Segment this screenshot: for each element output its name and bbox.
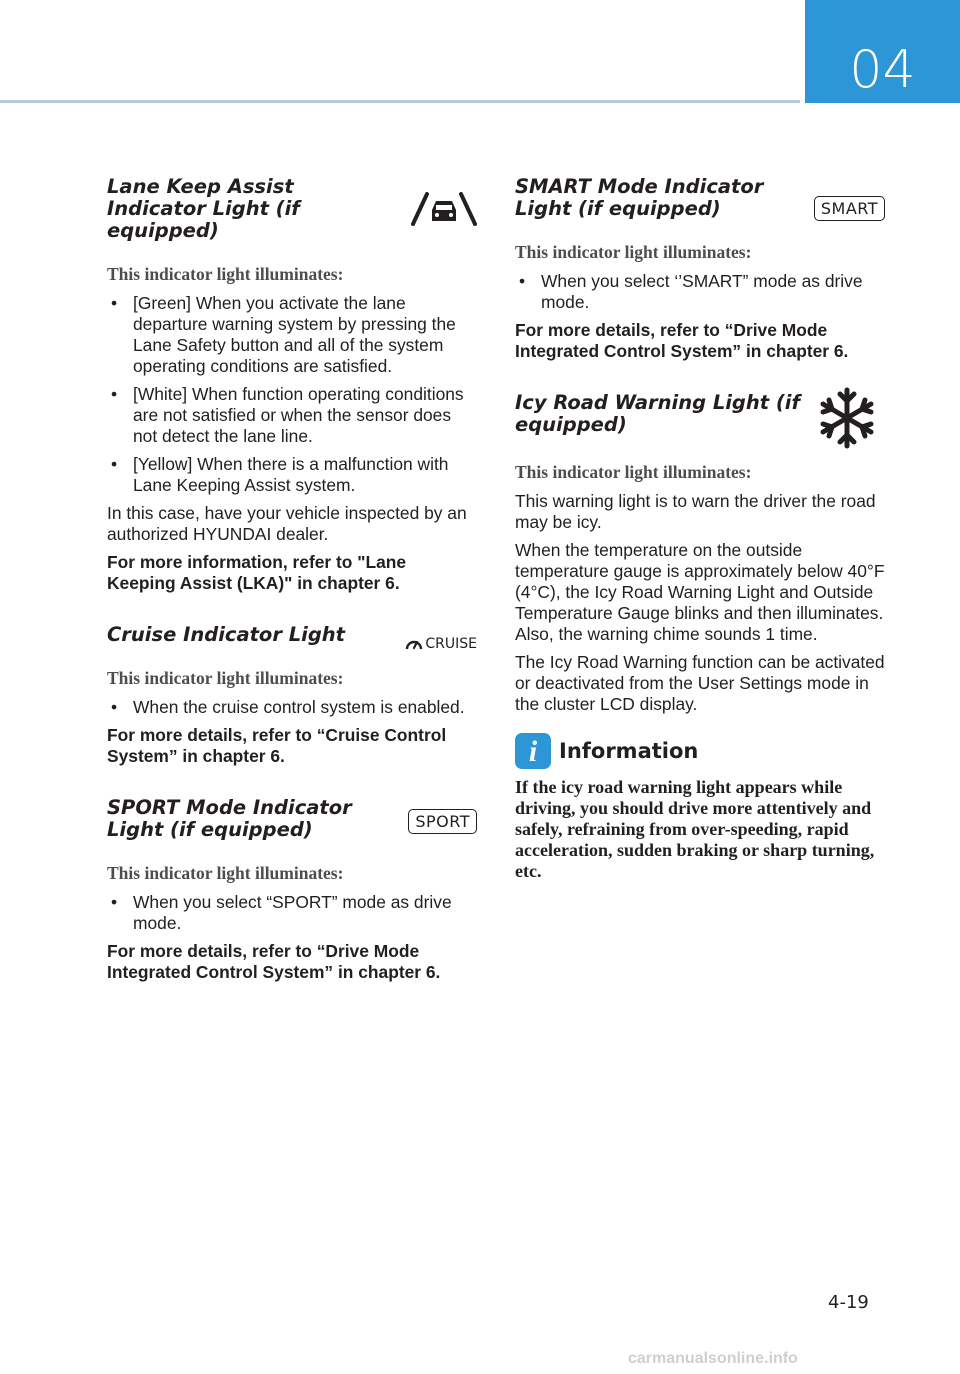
- icy-title: Icy Road Warning Light (if equipped): [515, 391, 800, 436]
- speedometer-icon: [405, 636, 423, 652]
- lka-section: [107, 176, 477, 594]
- watermark: carmanualsonline.info: [628, 1350, 798, 1367]
- chapter-tab: 04: [805, 0, 960, 103]
- icy-paragraph: When the temperature on the outside temperature gauge is approximately below 40°F (4°C), the Icy Road Warning Light and Outside Temperature Gauge blinks and then illuminates. Also, the warning chime sounds 1 time.: [515, 540, 885, 644]
- lka-paragraph: In this case, have your vehicle inspected by an authorized HYUNDAI dealer.: [107, 503, 467, 544]
- info-text: If the icy road warning light appears while driving, you should drive more attentively and safely, refraining from over-speeding, rapid acceleration, sudden braking or sharp turning, etc.: [515, 777, 875, 881]
- smart-title: SMART Mode Indicator Light (if equipped): [515, 175, 764, 220]
- lane-keep-assist-icon: [411, 192, 477, 231]
- icy-lead: This indicator light illuminates:: [515, 462, 752, 482]
- list-item: • When you select “SPORT” mode as drive mode.: [107, 892, 477, 934]
- lka-bullets: [107, 293, 477, 496]
- smart-bullets: [515, 271, 885, 313]
- smart-lead: This indicator light illuminates:: [515, 242, 752, 262]
- list-item: • When the cruise control system is enabled.: [107, 697, 477, 718]
- lka-title: Lane Keep Assist Indicator Light (if equipped): [107, 175, 300, 242]
- list-item: • [Green] When you activate the lane departure warning system by pressing the Lane Safety button and all of the system operating conditions are satisfied.: [107, 293, 477, 377]
- lka-reference: For more information, refer to "Lane Keeping Assist (LKA)" in chapter 6.: [107, 552, 407, 593]
- cruise-icon-label: CRUISE: [425, 636, 477, 652]
- icy-section: [515, 392, 885, 715]
- icy-paragraph: This warning light is to warn the driver the road may be icy.: [515, 491, 876, 532]
- sport-section: [107, 797, 477, 983]
- snowflake-icon: [815, 386, 879, 455]
- smart-section: [515, 176, 885, 362]
- left-column: [107, 176, 477, 1013]
- info-title: Information: [559, 739, 699, 763]
- icy-paragraph: The Icy Road Warning function can be activated or deactivated from the User Settings mode in the cluster LCD display.: [515, 652, 885, 714]
- info-icon: i: [515, 733, 551, 769]
- smart-reference: For more details, refer to “Drive Mode Integrated Control System” in chapter 6.: [515, 320, 849, 361]
- cruise-icon: [405, 636, 477, 652]
- sport-reference: For more details, refer to “Drive Mode Integrated Control System” in chapter 6.: [107, 941, 441, 982]
- right-column: [515, 176, 885, 882]
- lka-lead: This indicator light illuminates:: [107, 264, 344, 284]
- sport-mode-icon: SPORT: [408, 809, 477, 834]
- list-item: • [Yellow] When there is a malfunction with Lane Keeping Assist system.: [107, 454, 477, 496]
- cruise-lead: This indicator light illuminates:: [107, 668, 344, 688]
- information-box: [515, 733, 885, 882]
- cruise-title: Cruise Indicator Light: [107, 623, 346, 646]
- page-number: 4-19: [828, 1292, 869, 1313]
- list-item: • When you select ‘’SMART” mode as drive mode.: [515, 271, 885, 313]
- sport-title: SPORT Mode Indicator Light (if equipped): [107, 796, 352, 841]
- cruise-reference: For more details, refer to “Cruise Control System” in chapter 6.: [107, 725, 447, 766]
- list-item: • [White] When function operating conditions are not satisfied or when the sensor does not detect the lane line.: [107, 384, 477, 447]
- header-rule: [0, 100, 800, 103]
- cruise-section: [107, 624, 477, 767]
- sport-bullets: [107, 892, 477, 934]
- cruise-bullets: [107, 697, 477, 718]
- sport-lead: This indicator light illuminates:: [107, 863, 344, 883]
- smart-mode-icon: SMART: [814, 196, 885, 221]
